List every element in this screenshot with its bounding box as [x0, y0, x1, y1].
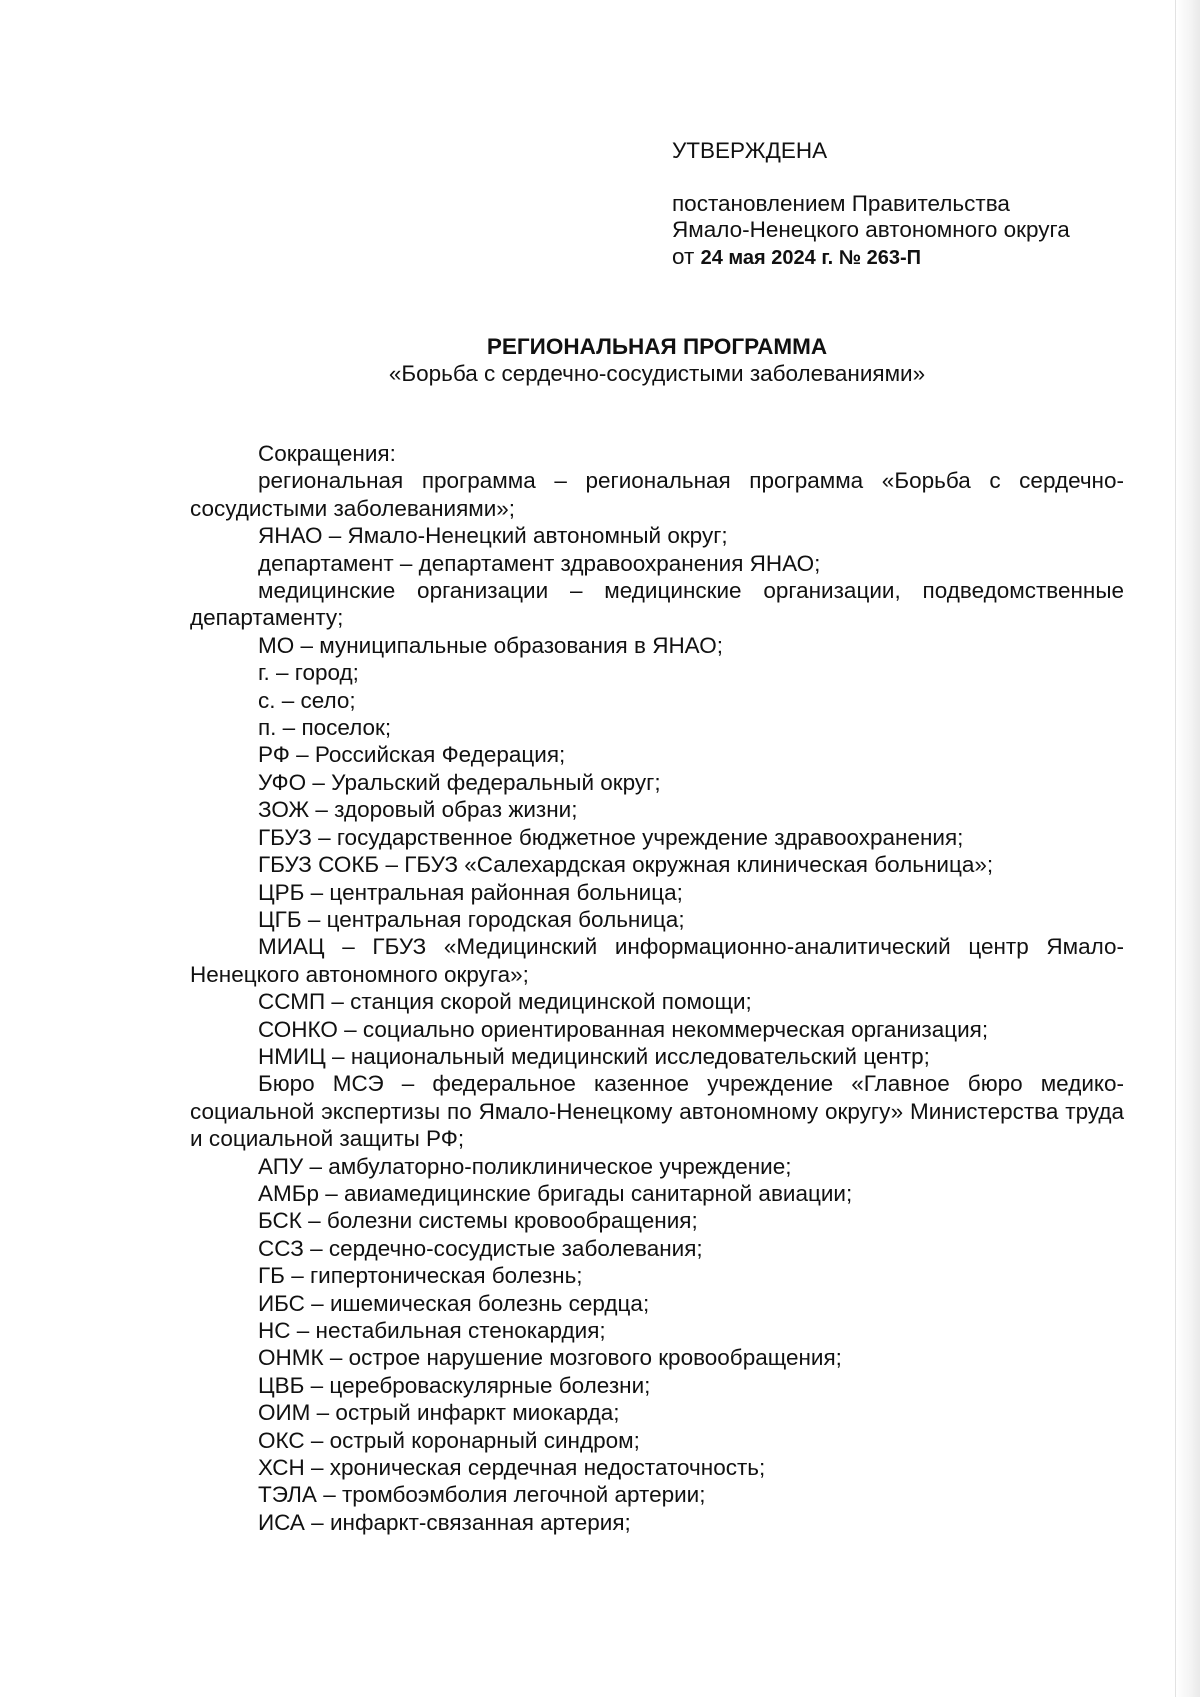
abbreviation-item: ЯНАО – Ямало-Ненецкий автономный округ; [258, 523, 728, 549]
abbreviation-item: с. – село; [258, 687, 356, 713]
abbreviation-item: ОКС – острый коронарный синдром; [258, 1427, 640, 1453]
abbreviation-item: ЦВБ – цереброваскулярные болезни; [258, 1372, 651, 1398]
abbreviation-item: п. – поселок; [258, 715, 392, 741]
document-title: РЕГИОНАЛЬНАЯ ПРОГРАММА [486, 334, 828, 359]
abbreviation-item: департамент – департамент здравоохранения ЯНАО; [258, 550, 821, 576]
abbreviation-item: ЦГБ – центральная городская больница; [258, 906, 685, 932]
abbreviation-item: ИБС – ишемическая болезнь сердца; [258, 1290, 650, 1316]
approval-block [672, 138, 1132, 271]
abbreviation-item: АМБр – авиамедицинские бригады санитарной авиации; [258, 1180, 853, 1206]
approval-line-1: постановлением Правительства [672, 190, 1010, 216]
abbreviation-item: БСК – болезни системы кровообращения; [258, 1208, 698, 1234]
abbreviation-item: МО – муниципальные образования в ЯНАО; [258, 632, 723, 658]
document-title-block [190, 333, 1124, 387]
abbreviation-item: Бюро МСЭ – федеральное казенное учреждение «Главное бюро медико-социальной экспертизы по Ямало-Ненецкому автономному округу» Министерства труда и социальной защиты РФ; [190, 1071, 1124, 1152]
approval-date-prefix: от [672, 243, 695, 269]
abbreviation-item: ЦРБ – центральная районная больница; [258, 879, 683, 905]
abbreviation-item: ЗОЖ – здоровый образ жизни; [258, 797, 578, 823]
abbreviation-item: ХСН – хроническая сердечная недостаточность; [258, 1455, 766, 1481]
abbreviations-heading: Сокращения: [258, 441, 396, 466]
abbreviation-item: МИАЦ – ГБУЗ «Медицинский информационно-аналитический центр Ямало-Ненецкого автономного округа»; [190, 934, 1124, 987]
abbreviation-item: НС – нестабильная стенокардия; [258, 1318, 606, 1343]
abbreviations-list [190, 467, 1124, 1536]
abbreviation-item: медицинские организации – медицинские организации, подведомственные департаменту; [190, 578, 1124, 631]
abbreviation-item: ОИМ – острый инфаркт миокарда; [258, 1400, 620, 1426]
approval-line-2: Ямало-Ненецкого автономного округа [672, 217, 1070, 242]
abbreviation-item: НМИЦ – национальный медицинский исследовательский центр; [258, 1043, 930, 1069]
abbreviation-item: АПУ – амбулаторно-поликлиническое учреждение; [258, 1153, 792, 1179]
abbreviation-item: ГБУЗ СОКБ – ГБУЗ «Салехардская окружная клиническая больница»; [258, 852, 994, 878]
abbreviation-item: ГБУЗ – государственное бюджетное учреждение здравоохранения; [258, 824, 964, 850]
abbreviation-item: УФО – Уральский федеральный округ; [258, 769, 661, 795]
approval-stamp: УТВЕРЖДЕНА [672, 138, 828, 163]
document-body [190, 440, 1124, 1536]
document-subtitle: «Борьба с сердечно-сосудистыми заболеваниями» [388, 361, 926, 386]
approval-date-value: 24 мая 2024 г. № 263-П [700, 246, 922, 269]
page-edge-shadow [1175, 0, 1200, 1697]
abbreviation-item: ГБ – гипертоническая болезнь; [258, 1263, 583, 1289]
abbreviation-item: ССМП – станция скорой медицинской помощи; [258, 989, 752, 1015]
abbreviation-item: РФ – Российская Федерация; [258, 742, 566, 768]
abbreviation-item: ОНМК – острое нарушение мозгового кровообращения; [258, 1345, 842, 1371]
abbreviation-item: региональная программа – региональная программа «Борьба с сердечно-сосудистыми заболеваниями»; [190, 468, 1124, 521]
approval-date-line [672, 244, 1132, 272]
abbreviation-item: ТЭЛА – тромбоэмболия легочной артерии; [258, 1482, 706, 1508]
abbreviation-item: ССЗ – сердечно-сосудистые заболевания; [258, 1235, 703, 1261]
abbreviation-item: г. – город; [258, 660, 359, 686]
abbreviation-item: СОНКО – социально ориентированная некоммерческая организация; [258, 1016, 989, 1042]
abbreviation-item: ИСА – инфаркт-связанная артерия; [258, 1509, 631, 1535]
